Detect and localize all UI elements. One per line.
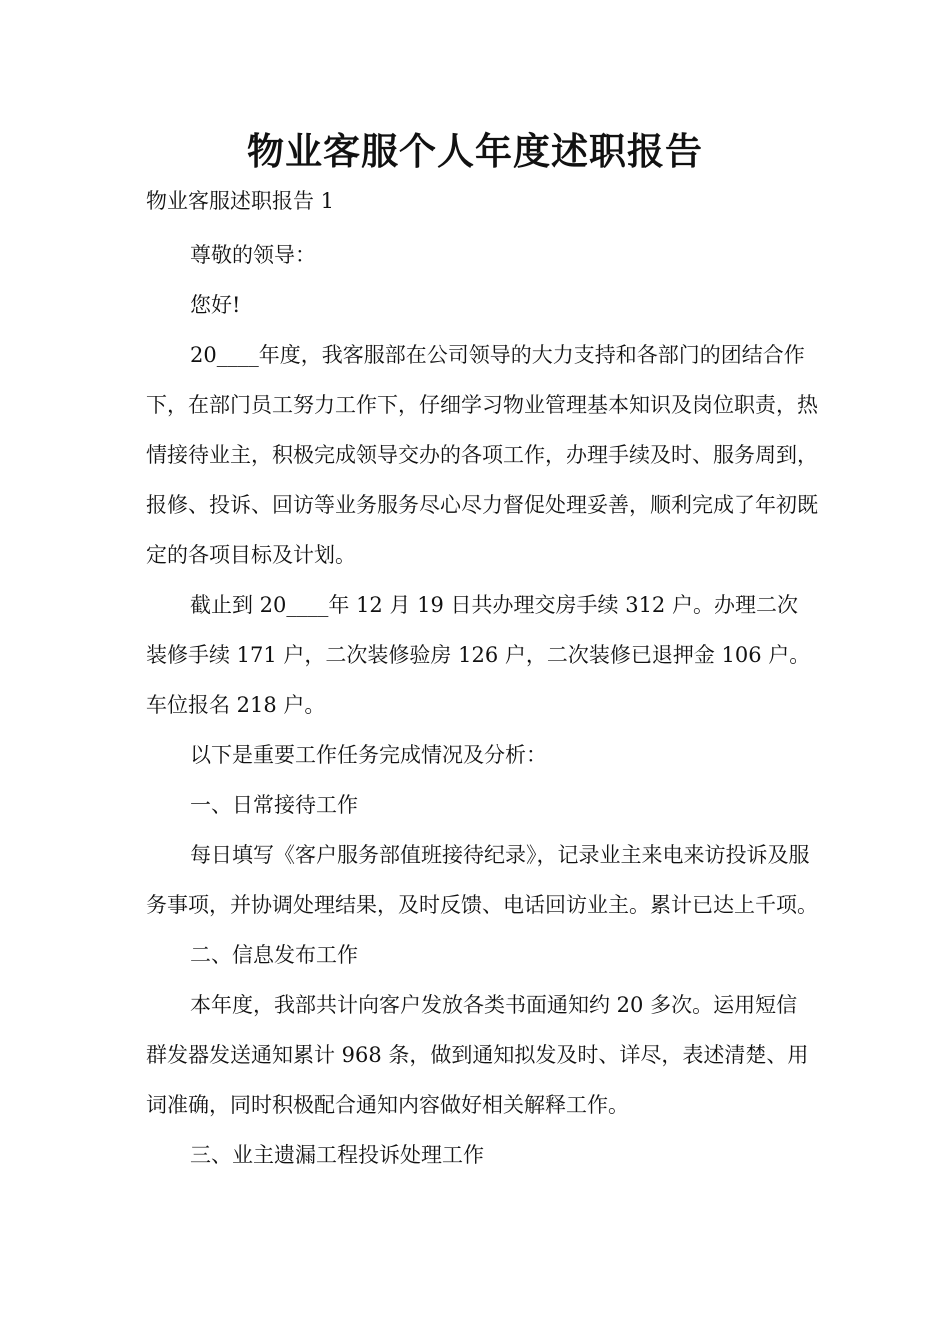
body-paragraph-reception: 每日填写《客户服务部值班接待纪录》，记录业主来电来访投诉及服务事项，并协调处理结果，及时反馈、电话回访业主。累计已达上千项。 bbox=[146, 843, 818, 917]
document-title: 物业客服个人年度述职报告 bbox=[247, 130, 703, 173]
section-heading-information: 二、信息发布工作 bbox=[190, 943, 358, 967]
body-paragraph-summary: 20____年度，我客服部在公司领导的大力支持和各部门的团结合作下，在部门员工努力工作下，仔细学习物业管理基本知识及岗位职责，热情接待业主，积极完成领导交办的各项工作，办理手续及时、服务周到，报修、投诉、回访等业务服务尽心尽力督促处理妥善，顺利完成了年初既定的各项目标及计划。 bbox=[146, 343, 818, 567]
body-paragraph-statistics: 截止到 20____年 12 月 19 日共办理交房手续 312 户。办理二次装修手续 171 户，二次装修验房 126 户，二次装修已退押金 106 户。车位报名 218 户。 bbox=[146, 593, 811, 717]
document-body bbox=[146, 180, 818, 1180]
body-paragraph-intro: 以下是重要工作任务完成情况及分析： bbox=[190, 743, 547, 767]
greeting: 您好! bbox=[190, 293, 241, 317]
report-subtitle: 物业客服述职报告 1 bbox=[146, 189, 335, 213]
section-heading-complaints: 三、业主遗漏工程投诉处理工作 bbox=[190, 1143, 484, 1167]
section-heading-reception: 一、日常接待工作 bbox=[190, 793, 358, 817]
salutation: 尊敬的领导： bbox=[190, 243, 316, 267]
body-paragraph-information: 本年度，我部共计向客户发放各类书面通知约 20 多次。运用短信群发器发送通知累计 968 条，做到通知拟发及时、详尽，表述清楚、用词准确，同时积极配合通知内容做好相关解释工作。 bbox=[146, 993, 809, 1117]
